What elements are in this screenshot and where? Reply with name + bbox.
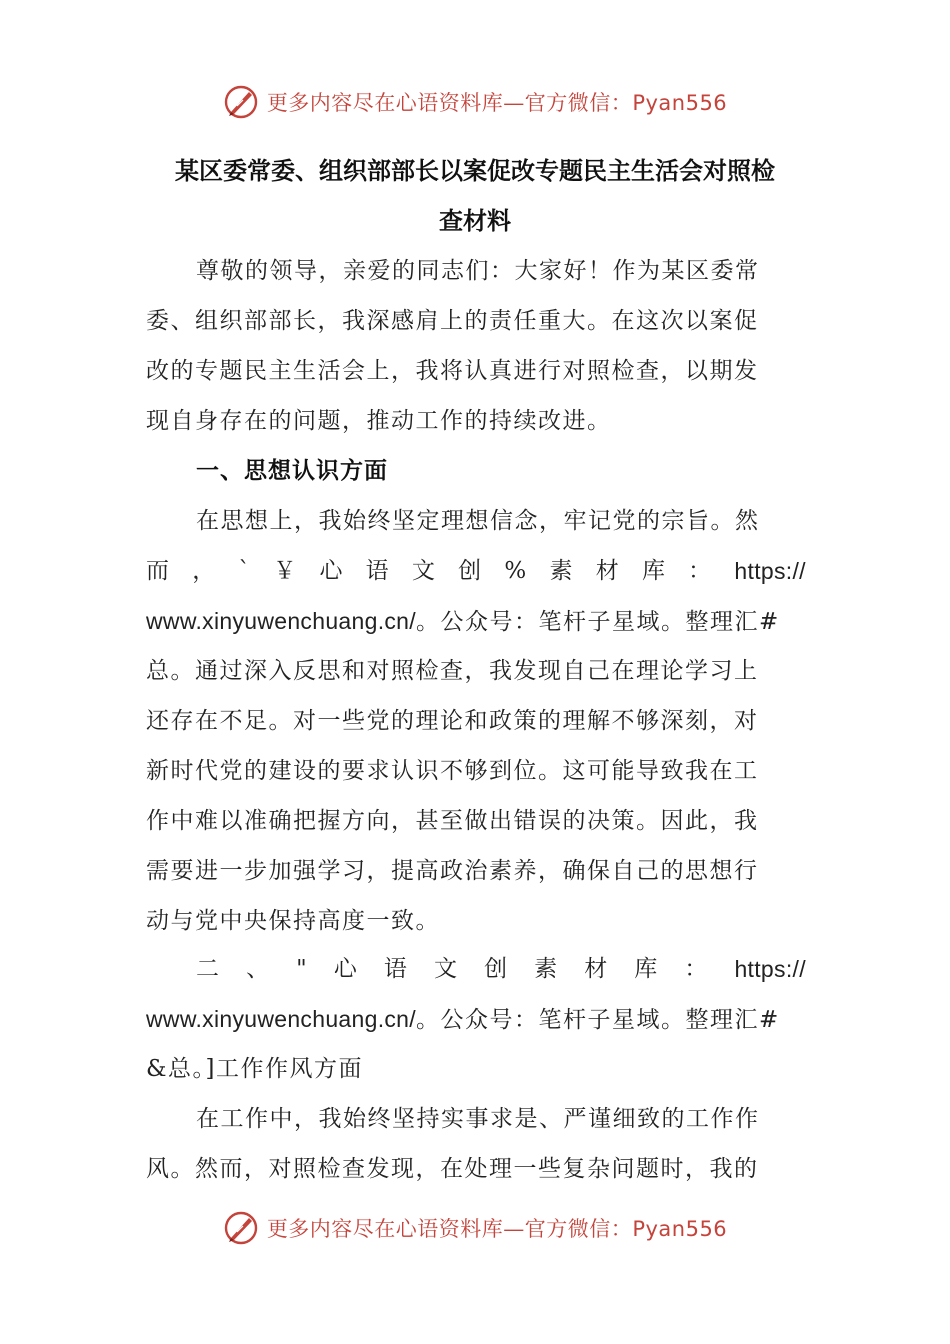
body-line xyxy=(146,596,806,646)
body-line: 在思想上，我始终坚定理想信念，牢记党的宗旨。然 xyxy=(196,508,760,534)
spread-char: 库 xyxy=(641,558,667,584)
body-line: 总。通过深入反思和对照检查，我发现自己在理论学习上 xyxy=(146,658,759,684)
body-line: 作中难以准确把握方向，甚至做出错误的决策。因此，我 xyxy=(146,808,759,834)
quill-logo-icon xyxy=(223,84,259,120)
spread-char: 素 xyxy=(549,558,574,584)
spread-char: 材 xyxy=(584,956,609,982)
body-line: 动与党中央保持高度一致。 xyxy=(146,908,440,934)
body-line xyxy=(146,994,806,1044)
spread-line-watermark xyxy=(146,944,806,994)
spread-char: 心 xyxy=(319,558,344,584)
header-banner-text xyxy=(267,87,727,117)
body-line: 还存在不足。对一些党的理论和政策的理解不够深刻，对 xyxy=(146,708,759,734)
spread-line-watermark xyxy=(146,546,806,596)
footer-banner-label: 更多内容尽在心语资料库—官方微信： xyxy=(266,1217,633,1241)
quill-logo-icon xyxy=(223,1210,259,1246)
spread-char: 二 xyxy=(196,956,221,982)
footer-banner xyxy=(0,1206,950,1250)
body-line: 风。然而，对照检查发现，在处理一些复杂问题时，我的 xyxy=(146,1156,759,1182)
url-text: www.xinyuwenchuang.cn/ xyxy=(146,608,416,634)
spread-char: ` xyxy=(238,558,252,584)
footer-banner-text xyxy=(267,1213,727,1243)
header-banner-label: 更多内容尽在心语资料库—官方微信： xyxy=(266,91,633,115)
header-wechat-id: Pyan556 xyxy=(632,91,728,115)
body-line: 新时代党的建设的要求认识不够到位。这可能导致我在工 xyxy=(146,758,759,784)
header-banner xyxy=(0,80,950,124)
spread-char: ： xyxy=(688,558,713,584)
spread-char: 语 xyxy=(383,956,409,982)
spread-char: 创 xyxy=(484,956,509,982)
intro-line: 尊敬的领导，亲爱的同志们：大家好！作为某区委常 xyxy=(196,258,760,284)
spread-char: 心 xyxy=(333,956,359,982)
spread-char: 文 xyxy=(411,558,437,584)
spread-char: ： xyxy=(684,956,709,982)
spread-char: 、 xyxy=(246,956,271,982)
spread-char: ， xyxy=(192,558,217,584)
spread-url-start: https:// xyxy=(734,956,806,982)
body-line: 需要进一步加强学习，提高政治素养，确保自己的思想行 xyxy=(146,858,759,884)
spread-char: 创 xyxy=(458,558,483,584)
spread-char: 语 xyxy=(365,558,391,584)
intro-line: 委、组织部部长，我深感肩上的责任重大。在这次以案促 xyxy=(146,308,759,334)
intro-line: 改的专题民主生活会上，我将认真进行对照检查，以期发 xyxy=(146,358,759,384)
section2-paragraph xyxy=(146,944,806,1194)
spread-url-start: https:// xyxy=(734,558,806,584)
section-heading-1: 一、思想认识方面 xyxy=(196,458,388,484)
spread-char: 材 xyxy=(595,558,621,584)
body-line: 在工作中，我始终坚持实事求是、严谨细致的工作作 xyxy=(196,1106,760,1132)
footer-wechat-id: Pyan556 xyxy=(632,1217,728,1241)
intro-line: 现自身存在的问题，推动工作的持续改进。 xyxy=(146,408,612,434)
body-text: 。公众号：笔杆子星域。整理汇# xyxy=(415,1007,780,1033)
spread-char: 而 xyxy=(146,558,171,584)
spread-char: 文 xyxy=(433,956,459,982)
intro-paragraph xyxy=(146,246,806,446)
document-title-line-1: 某区委常委、组织部部长以案促改专题民主生活会对照检 xyxy=(175,157,775,185)
body-text: 。公众号：笔杆子星域。整理汇# xyxy=(415,609,780,635)
section1-paragraph xyxy=(146,496,806,946)
spread-char: 库 xyxy=(634,956,659,982)
section-heading-2: &总。]工作作风方面 xyxy=(146,1056,363,1082)
spread-char: 素 xyxy=(534,956,559,982)
url-text: www.xinyuwenchuang.cn/ xyxy=(146,1006,416,1032)
spread-char: " xyxy=(296,956,309,982)
spread-char: ￥ xyxy=(273,558,298,584)
spread-char: % xyxy=(504,558,528,584)
document-title-line-2: 查材料 xyxy=(439,207,511,235)
